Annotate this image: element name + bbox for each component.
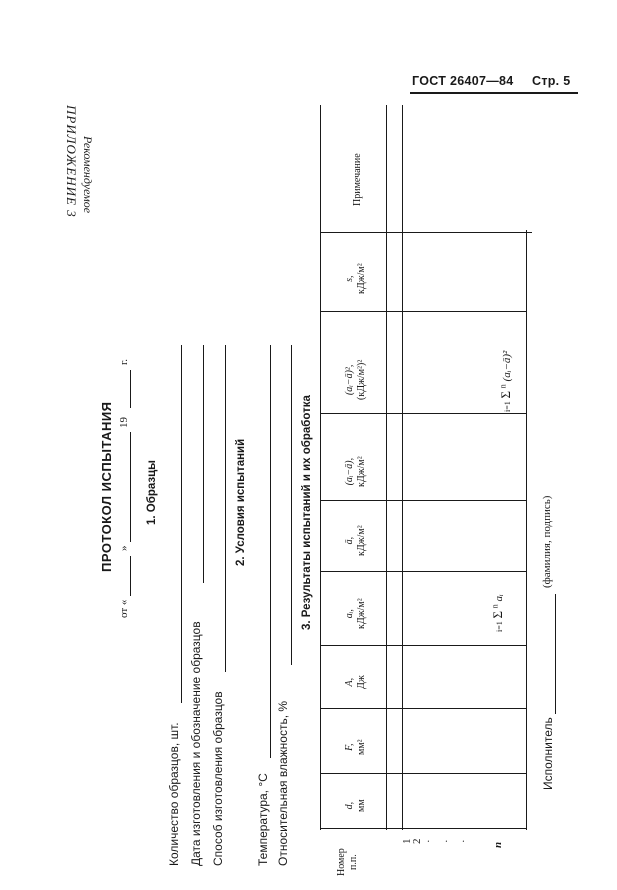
col-header-deviation: (aᵢ−ā), кДж/м² (344, 456, 367, 487)
date-month-line (130, 432, 131, 542)
date-prefix: от « (118, 599, 130, 618)
col-sep-8 (320, 311, 526, 312)
col-header-number: Номер п.п. (336, 848, 359, 876)
row-number-1: 1 (401, 838, 413, 844)
field-manufacture-date-line (203, 345, 204, 583)
field-manufacture-method: Способ изготовления образцов (211, 691, 225, 866)
col-header-a-mean: ā, кДж/м² (344, 525, 367, 556)
col-sep-7 (320, 413, 526, 414)
col-header-d: d, мм (344, 799, 367, 812)
sum-sq-bottom: i=1 (503, 401, 512, 412)
section1-title: 1. Образцы (146, 459, 158, 525)
col-header-deviation-sq: (aᵢ−ā)², (кДж/м²)² (344, 359, 367, 400)
sum-sq-sigma: Σ (498, 390, 513, 399)
field-manufacture-date: Дата изготовления и обозначение образцов (189, 621, 203, 866)
field-humidity-line (291, 345, 292, 665)
col-sep-5 (320, 571, 526, 572)
date-day-line (130, 556, 131, 596)
sum-a-bottom: i=1 (495, 621, 504, 632)
table-row-line-b (526, 230, 527, 830)
sum-sq-formula (498, 351, 514, 412)
sum-a-formula (490, 594, 506, 632)
date-suffix: г. (118, 358, 130, 365)
field-humidity: Относительная влажность, % (276, 700, 290, 866)
date-mid: » (118, 545, 130, 551)
row-number-2: 2 (411, 838, 423, 844)
field-temperature-line (270, 345, 271, 758)
signature-line (555, 594, 556, 714)
field-sample-count-line (181, 345, 182, 703)
col-sep-2 (320, 773, 526, 774)
sum-a-top: n (490, 604, 500, 609)
sum-a-term: aᵢ (493, 594, 505, 602)
appendix-label: ПРИЛОЖЕНИЕ 3 (64, 105, 79, 218)
col-header-s: s, кДж/м² (344, 263, 367, 294)
date-year-line (130, 370, 131, 408)
table-row-line-a (402, 105, 403, 830)
col-header-A: A, Дж (344, 675, 367, 689)
row-dot-1: · (423, 839, 435, 843)
header-rule (410, 92, 578, 94)
field-temperature: Температура, °С (256, 773, 270, 866)
signature-hint: (фамилия, подпись) (541, 495, 553, 588)
section3-title: 3. Результаты испытаний и их обработка (301, 395, 313, 630)
col-header-note: Примечание (352, 153, 363, 206)
field-sample-count: Количество образцов, шт. (167, 722, 181, 866)
col-sep-1 (320, 828, 526, 829)
date-year: 19 (118, 417, 130, 428)
protocol-title: ПРОТОКОЛ ИСПЫТАНИЯ (99, 401, 114, 572)
signature-label: Исполнитель (541, 717, 555, 790)
col-sep-6 (320, 500, 526, 501)
col-sep-3 (320, 708, 526, 709)
col-header-ai: aᵢ, кДж/м² (344, 598, 367, 629)
standard-number: ГОСТ 26407—84 (412, 74, 514, 88)
col-sep-9 (320, 232, 532, 233)
appendix-status: Рекомендуемое (81, 136, 95, 214)
sum-a-sigma: Σ (490, 610, 505, 619)
table-top-line (320, 105, 321, 830)
sum-sq-top: n (498, 384, 508, 389)
sum-sq-term: (aᵢ−ā)² (501, 350, 513, 382)
field-manufacture-method-line (225, 345, 226, 672)
table-header-sep (386, 105, 387, 830)
col-header-F: F, мм² (344, 739, 367, 755)
row-dot-3: · (458, 839, 470, 843)
section2-title: 2. Условия испытаний (235, 438, 247, 566)
col-sep-4 (320, 645, 526, 646)
row-number-n: n (492, 841, 504, 848)
page-number: Стр. 5 (532, 74, 571, 88)
row-dot-2: · (441, 839, 453, 843)
